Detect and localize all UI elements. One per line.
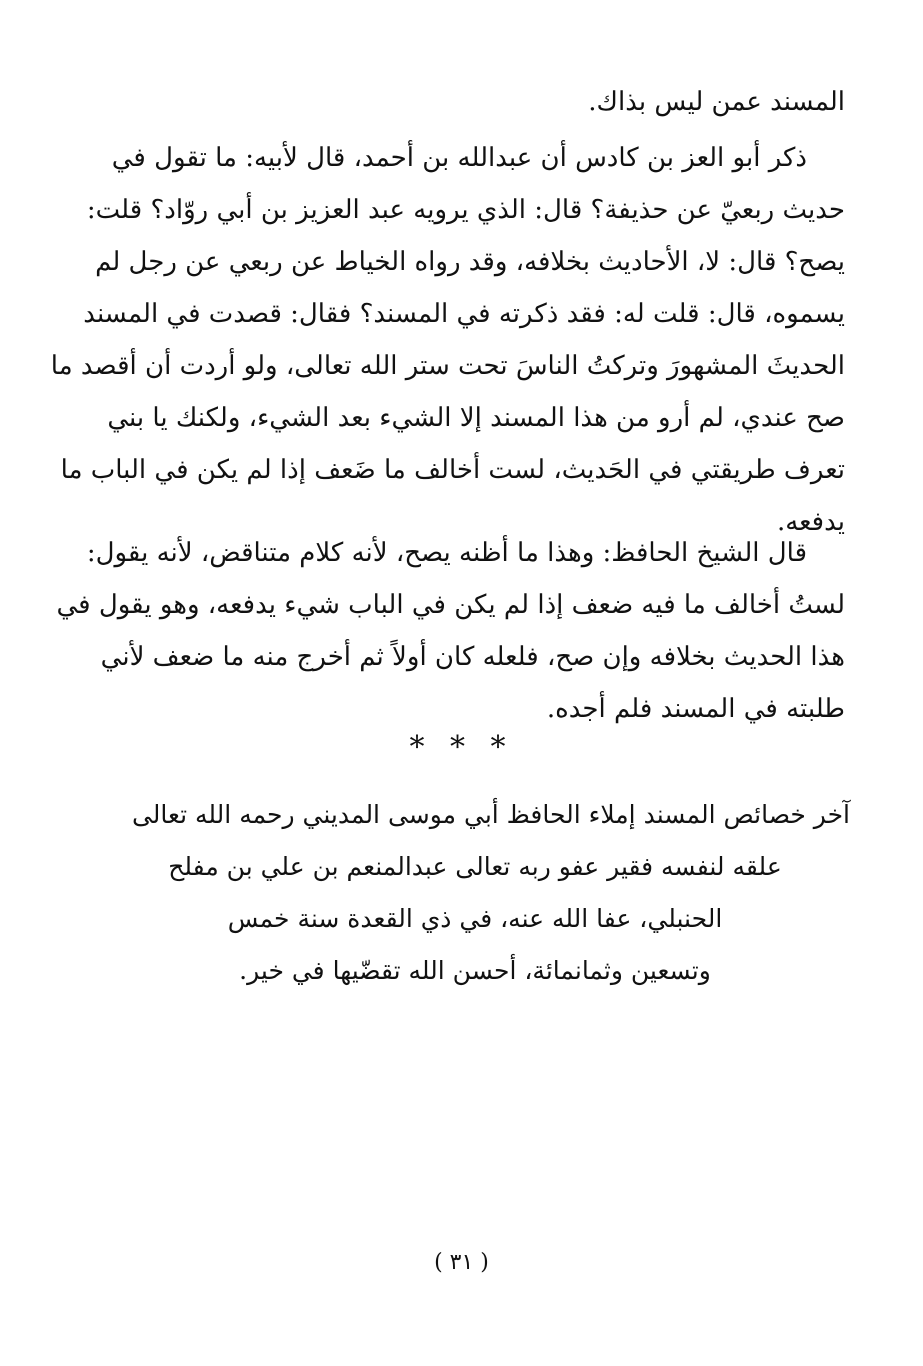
- text-line: حديث ربعيّ عن حذيفة؟ قال: الذي يرويه عبد العزيز بن أبي روّاد؟ قلت:: [86, 195, 845, 225]
- text-line: الحديثَ المشهورَ وتركتُ الناسَ تحت ستر الله تعالى، ولو أردت أن أقصد ما: [50, 351, 845, 381]
- text-line: يصح؟ قال: لا، الأحاديث بخلافه، وقد رواه الخياط عن ربعي عن رجل لم: [95, 247, 845, 277]
- text-line: طلبته في المسند فلم أجده.: [546, 694, 845, 724]
- page-number: ( ٣١ ): [434, 1250, 489, 1275]
- text-line: هذا الحديث بخلافه وإن صح، فلعله كان أولاً ثم أخرج منه ما ضعف لأني: [100, 642, 845, 672]
- text-line: لستُ أخالف ما فيه ضعف إذا لم يكن في الباب شيء يدفعه، وهو يقول في: [56, 590, 845, 620]
- colophon-line: وتسعين وثمانمائة، أحسن الله تقضّيها في خير.: [239, 956, 711, 985]
- colophon-line: الحنبلي، عفا الله عنه، في ذي القعدة سنة خمس: [227, 904, 723, 933]
- text-line: ذكر أبو العز بن كادس أن عبدالله بن أحمد، قال لأبيه: ما تقول في: [111, 143, 807, 173]
- text-line: قال الشيخ الحافظ: وهذا ما أظنه يصح، لأنه كلام متناقض، لأنه يقول:: [86, 538, 807, 568]
- text-line: يدفعه.: [776, 507, 845, 537]
- text-line: يسموه، قال: قلت له: فقد ذكرته في المسند؟ فقال: قصدت في المسند: [83, 299, 845, 329]
- colophon: [131, 788, 850, 996]
- paragraph-commentary: [56, 527, 845, 735]
- colophon-line: علقه لنفسه فقير عفو ربه تعالى عبدالمنعم بن علي بن مفلح: [168, 852, 782, 881]
- colophon-line: آخر خصائص المسند إملاء الحافظ أبي موسى المديني رحمه الله تعالى: [131, 800, 850, 829]
- text-line: صح عندي، لم أرو من هذا المسند إلا الشيء بعد الشيء، ولكنك يا بني: [107, 403, 845, 433]
- paragraph-narration: [50, 132, 845, 548]
- section-separator: * * *: [409, 730, 514, 765]
- text-line: المسند عمن ليس بذاك.: [588, 87, 845, 117]
- text-line: تعرف طريقتي في الحَديث، لست أخالف ما ضَعف إذا لم يكن في الباب ما: [60, 455, 845, 485]
- paragraph-continuation: [140, 76, 845, 128]
